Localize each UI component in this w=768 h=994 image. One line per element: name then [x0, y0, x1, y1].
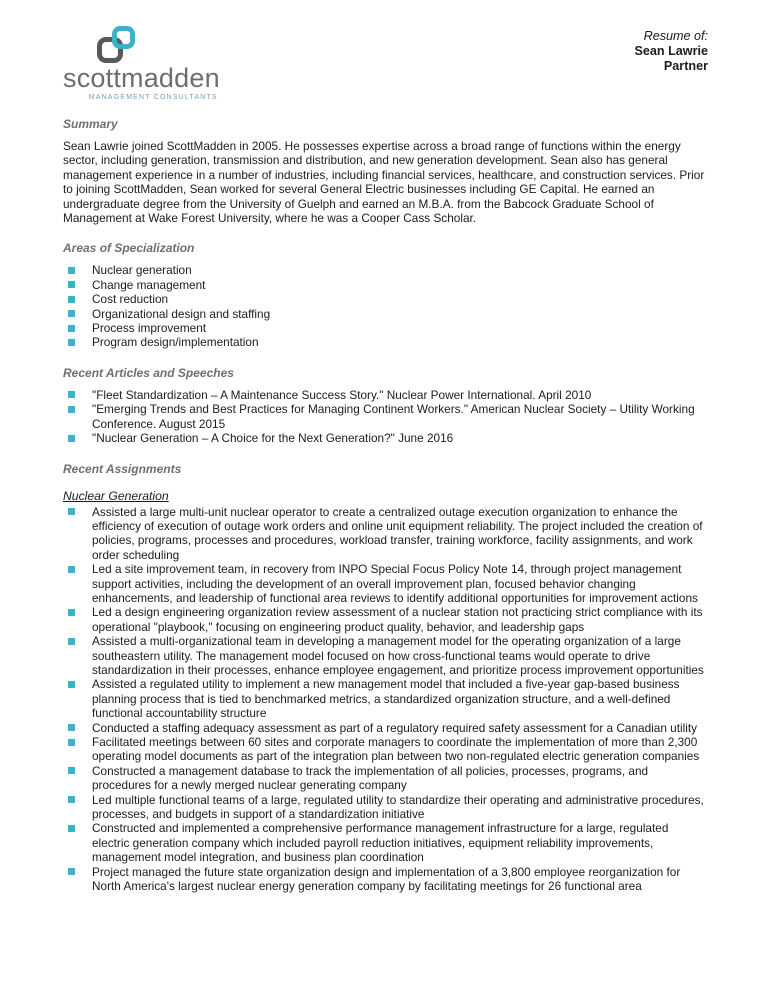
- list-item-text: Cost reduction: [92, 292, 169, 307]
- list-item: [63, 335, 708, 349]
- bullet-square-icon: [68, 767, 75, 774]
- list-item-text: Organizational design and staffing: [92, 306, 271, 321]
- bullet-square-icon: [68, 739, 75, 746]
- specialization-title: Areas of Specialization: [63, 241, 195, 256]
- bullet-square-icon: [68, 609, 75, 616]
- list-item: [63, 764, 708, 793]
- list-item: [63, 278, 708, 292]
- summary-body: Sean Lawrie joined ScottMadden in 2005. He possesses expertise across a broad range of functions within the energy sector, including generation, transmission and distribution, and new generation development. Sean also has general management experience in a number of industries, including financial services, healthcare, and construction services. Prior to joining ScottMadden, Sean worked for several General Electric businesses including GE Capital. He earned an undergraduate degree from the University of Guelph and earned an M.B.A. from the Babcock Graduate School of Management at Wake Forest University, where he was a Cooper Cass Scholar.: [63, 139, 705, 226]
- scottmadden-logo-icon: [97, 26, 143, 64]
- logo-tagline: MANAGEMENT CONSULTANTS: [88, 94, 218, 101]
- list-item-text: "Fleet Standardization – A Maintenance Success Story." Nuclear Power International. April 2010: [92, 387, 592, 402]
- articles-list: [63, 388, 708, 446]
- list-item: [63, 865, 708, 894]
- bullet-square-icon: [68, 310, 75, 317]
- list-item: [63, 307, 708, 321]
- list-item: [63, 793, 708, 822]
- list-item: [63, 505, 708, 563]
- section-specialization: [63, 241, 708, 349]
- list-item-text: Conducted a staffing adequacy assessment as part of a regulatory required safety assessment for a Canadian utility: [92, 720, 698, 735]
- list-item-text: "Nuclear Generation – A Choice for the Next Generation?" June 2016: [92, 431, 454, 446]
- list-item: [63, 821, 708, 864]
- resume-of-label: Resume of:: [643, 29, 708, 43]
- bullet-square-icon: [68, 681, 75, 688]
- list-item: [63, 634, 708, 677]
- list-item-text: Assisted a multi-organizational team in developing a management model for the operating organization of a large southeastern utility. The management model focused on how cross-functional teams would operate to drive standardization in their processes, enhance employee engagement, and prioritize process improvement opportunities: [92, 634, 704, 677]
- section-summary: [63, 117, 708, 225]
- bullet-square-icon: [68, 281, 75, 288]
- bullet-square-icon: [68, 391, 75, 398]
- list-item-text: Facilitated meetings between 60 sites and corporate managers to coordinate the implementation of more than 2,300 operating model documents as part of the integration plan between two non-regulated electric generation companies: [92, 735, 700, 764]
- bullet-square-icon: [68, 435, 75, 442]
- bullet-square-icon: [68, 825, 75, 832]
- logo-teal-square-icon: [112, 26, 135, 49]
- list-item-text: "Emerging Trends and Best Practices for Managing Continent Workers." American Nuclear Society – Utility Working Conference. August 2015: [92, 402, 695, 431]
- assignments-title: Recent Assignments: [63, 461, 182, 476]
- list-item-text: Process improvement: [92, 321, 207, 336]
- list-item-text: Led a design engineering organization review assessment of a nuclear station not practicing strict compliance with its operational "playbook," focusing on engineering product quality, behavior, and leadership gaps: [92, 605, 703, 634]
- bullet-square-icon: [68, 796, 75, 803]
- list-item: [63, 605, 708, 634]
- list-item-text: Constructed and implemented a comprehensive performance management infrastructure for a large, regulated electric generation company which included payroll reduction initiatives, equipment reliability improvements, management model integration, and business plan coordination: [92, 821, 669, 865]
- bullet-square-icon: [68, 406, 75, 413]
- list-item: [63, 388, 708, 402]
- list-item: [63, 402, 708, 431]
- list-item: [63, 721, 708, 735]
- section-assignments: [63, 462, 708, 894]
- list-item-text: Project managed the future state organization design and implementation of a 3,800 employee reorganization for North America's largest nuclear energy generation company by facilitating meetings for 26 functional area: [92, 864, 681, 894]
- bullet-square-icon: [68, 267, 75, 274]
- logo-wordmark: scottmadden: [63, 63, 220, 93]
- list-item-text: Assisted a regulated utility to implement a new management model that included a five-year gap-based business planning process that is tied to benchmarked metrics, a standardized organization structure, and a well-defined functional accountability structure: [92, 677, 680, 721]
- list-item: [63, 562, 708, 605]
- section-articles: [63, 366, 708, 446]
- articles-title: Recent Articles and Speeches: [63, 365, 234, 380]
- list-item-text: Change management: [92, 277, 206, 292]
- list-item-text: Nuclear generation: [92, 263, 192, 278]
- bullet-square-icon: [68, 566, 75, 573]
- page-header: [63, 26, 708, 101]
- list-item: [63, 292, 708, 306]
- list-item: [63, 263, 708, 277]
- bullet-square-icon: [68, 638, 75, 645]
- assignments-list: [63, 505, 708, 894]
- bullet-square-icon: [68, 325, 75, 332]
- list-item-text: Constructed a management database to track the implementation of all policies, processes, programs, and procedures for a newly merged nuclear generating company: [92, 763, 649, 793]
- bullet-square-icon: [68, 868, 75, 875]
- list-item: [63, 735, 708, 764]
- bullet-square-icon: [68, 508, 75, 515]
- bullet-square-icon: [68, 339, 75, 346]
- specialization-list: [63, 263, 708, 349]
- list-item: [63, 677, 708, 720]
- list-item-text: Led a site improvement team, in recovery from INPO Special Focus Policy Note 14, through project management support activities, including the development of an overall improvement plan, focused behavior changing enhancements, and leadership of functional area reviews to identify additional opportunities for improvement actions: [92, 562, 698, 605]
- summary-title: Summary: [63, 117, 118, 131]
- assignments-subsection-title: Nuclear Generation: [63, 488, 169, 503]
- scottmadden-logo: [63, 26, 220, 101]
- bullet-square-icon: [68, 296, 75, 303]
- bullet-square-icon: [68, 724, 75, 731]
- list-item: [63, 321, 708, 335]
- list-item-text: Program design/implementation: [92, 335, 259, 350]
- person-title: Partner: [663, 59, 708, 73]
- person-name: Sean Lawrie: [634, 44, 708, 58]
- list-item-text: Led multiple functional teams of a large, regulated utility to standardize their operating and administrative procedures, processes, and budgets in support of a standardization initiative: [92, 792, 704, 822]
- list-item-text: Assisted a large multi-unit nuclear operator to create a centralized outage execution organization to enhance the efficiency of execution of outage work orders and online unit equipment reliability. The project included the creation of policies, programs, processes and procedures, workload transfer, training workforce, facility assignments, and work order scheduling: [92, 504, 703, 562]
- resume-header-block: [635, 26, 709, 74]
- list-item: [63, 431, 708, 445]
